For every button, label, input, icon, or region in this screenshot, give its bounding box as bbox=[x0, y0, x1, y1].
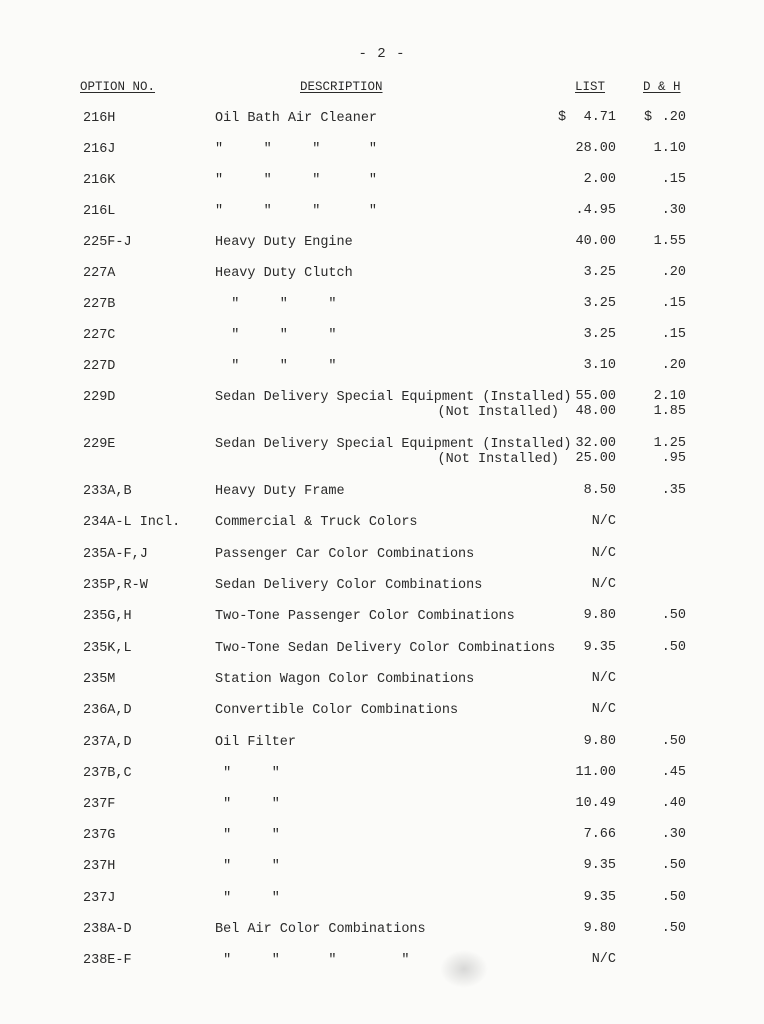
list-price: 3.25 bbox=[583, 296, 616, 311]
list-price: 28.00 bbox=[575, 141, 616, 156]
option-description: Bel Air Color Combinations bbox=[215, 922, 426, 937]
list-price: 3.10 bbox=[583, 358, 616, 373]
list-price: 3.25 bbox=[583, 265, 616, 280]
dh-charge: .35 bbox=[661, 483, 686, 498]
page-number: - 2 - bbox=[358, 46, 406, 62]
dh-charge: .20 bbox=[661, 265, 686, 280]
list-price: 7.66 bbox=[583, 827, 616, 842]
dh-charge: .50 bbox=[661, 734, 686, 749]
option-number: 216J bbox=[83, 142, 116, 157]
dh-charge: .50 bbox=[661, 608, 686, 623]
list-price: N/C bbox=[591, 514, 616, 529]
option-description: Station Wagon Color Combinations bbox=[215, 672, 475, 687]
option-number: 237G bbox=[83, 828, 116, 843]
dh-charge: .45 bbox=[661, 765, 686, 780]
header-description: DESCRIPTION bbox=[300, 80, 383, 94]
list-price: 55.00 bbox=[575, 389, 616, 404]
option-description: " " " " bbox=[215, 953, 410, 968]
dh-charge: 1.25 bbox=[653, 436, 686, 451]
dh-charge: .50 bbox=[661, 858, 686, 873]
dh-currency: $ bbox=[644, 110, 653, 125]
dh-charge: 1.10 bbox=[653, 141, 686, 156]
option-number: 235K,L bbox=[83, 641, 132, 656]
option-description: " " " " bbox=[215, 204, 378, 219]
list-price-secondary: 48.00 bbox=[575, 404, 616, 419]
list-price: N/C bbox=[591, 702, 616, 717]
dh-charge: .30 bbox=[661, 827, 686, 842]
list-price: N/C bbox=[591, 546, 616, 561]
option-description: Commercial & Truck Colors bbox=[215, 515, 418, 530]
option-number: 237J bbox=[83, 891, 116, 906]
option-number: 235G,H bbox=[83, 609, 132, 624]
list-price: 4.71 bbox=[583, 110, 616, 125]
list-price: .4.95 bbox=[575, 203, 616, 218]
dh-charge: .40 bbox=[661, 796, 686, 811]
option-number: 237F bbox=[83, 797, 116, 812]
list-price: 9.80 bbox=[583, 921, 616, 936]
option-description: " " bbox=[215, 828, 280, 843]
option-description: Sedan Delivery Special Equipment (Installed) bbox=[215, 390, 572, 405]
dh-charge: .50 bbox=[661, 640, 686, 655]
option-description: Convertible Color Combinations bbox=[215, 703, 459, 718]
option-description: Heavy Duty Clutch bbox=[215, 266, 353, 281]
option-number: 235M bbox=[83, 672, 116, 687]
paper-smudge bbox=[440, 950, 488, 988]
option-description: Sedan Delivery Color Combinations bbox=[215, 578, 483, 593]
option-number: 237H bbox=[83, 859, 116, 874]
list-price: 9.35 bbox=[583, 890, 616, 905]
option-description: " " bbox=[215, 797, 280, 812]
option-number: 227C bbox=[83, 328, 116, 343]
option-number: 227A bbox=[83, 266, 116, 281]
option-description: Two-Tone Sedan Delivery Color Combinations bbox=[215, 641, 556, 656]
option-number: 233A,B bbox=[83, 484, 132, 499]
list-price: 10.49 bbox=[575, 796, 616, 811]
dh-charge: .20 bbox=[661, 110, 686, 125]
list-price: 3.25 bbox=[583, 327, 616, 342]
option-number: 225F-J bbox=[83, 235, 132, 250]
dh-charge: .20 bbox=[661, 358, 686, 373]
dh-charge: 1.55 bbox=[653, 234, 686, 249]
option-description-secondary: (Not Installed) bbox=[437, 405, 559, 420]
option-description: " " " " bbox=[215, 142, 378, 157]
dh-charge: .15 bbox=[661, 327, 686, 342]
option-number: 216K bbox=[83, 173, 116, 188]
option-description: Oil Filter bbox=[215, 735, 297, 750]
option-description: Oil Bath Air Cleaner bbox=[215, 111, 378, 126]
option-description: " " " bbox=[215, 297, 337, 312]
dh-charge: .50 bbox=[661, 890, 686, 905]
list-price: N/C bbox=[591, 952, 616, 967]
option-description: " " bbox=[215, 766, 280, 781]
dh-charge: 2.10 bbox=[653, 389, 686, 404]
option-description: " " " bbox=[215, 359, 337, 374]
option-number: 237A,D bbox=[83, 735, 132, 750]
list-price: 40.00 bbox=[575, 234, 616, 249]
list-price: 8.50 bbox=[583, 483, 616, 498]
option-number: 227B bbox=[83, 297, 116, 312]
option-description: Heavy Duty Engine bbox=[215, 235, 353, 250]
list-price: 9.80 bbox=[583, 734, 616, 749]
option-description: " " " " bbox=[215, 173, 378, 188]
option-description: " " " bbox=[215, 328, 337, 343]
list-price: N/C bbox=[591, 671, 616, 686]
list-price: 9.35 bbox=[583, 858, 616, 873]
option-description: Two-Tone Passenger Color Combinations bbox=[215, 609, 515, 624]
option-number: 229D bbox=[83, 390, 116, 405]
option-number: 216H bbox=[83, 111, 116, 126]
list-price-secondary: 25.00 bbox=[575, 451, 616, 466]
option-number: 216L bbox=[83, 204, 116, 219]
list-price: 9.80 bbox=[583, 608, 616, 623]
option-number: 237B,C bbox=[83, 766, 132, 781]
option-description: Passenger Car Color Combinations bbox=[215, 547, 475, 562]
dh-charge-secondary: 1.85 bbox=[653, 404, 686, 419]
dh-charge: .15 bbox=[661, 172, 686, 187]
option-number: 227D bbox=[83, 359, 116, 374]
dh-charge-secondary: .95 bbox=[661, 451, 686, 466]
option-number: 235P,R-W bbox=[83, 578, 148, 593]
list-currency: $ bbox=[558, 110, 567, 125]
header-option-no: OPTION NO. bbox=[80, 80, 156, 94]
list-price: 2.00 bbox=[583, 172, 616, 187]
dh-charge: .15 bbox=[661, 296, 686, 311]
list-price: 11.00 bbox=[575, 765, 616, 780]
option-number: 236A,D bbox=[83, 703, 132, 718]
header-list: LIST bbox=[575, 80, 606, 94]
list-price: N/C bbox=[591, 577, 616, 592]
option-description: " " bbox=[215, 891, 280, 906]
header-dh: D & H bbox=[643, 80, 681, 94]
dh-charge: .30 bbox=[661, 203, 686, 218]
option-number: 235A-F,J bbox=[83, 547, 148, 562]
list-price: 9.35 bbox=[583, 640, 616, 655]
option-description: Heavy Duty Frame bbox=[215, 484, 345, 499]
option-number: 234A-L Incl. bbox=[83, 515, 181, 530]
option-description-secondary: (Not Installed) bbox=[437, 452, 559, 467]
option-description: " " bbox=[215, 859, 280, 874]
option-number: 238E-F bbox=[83, 953, 132, 968]
list-price: 32.00 bbox=[575, 436, 616, 451]
option-description: Sedan Delivery Special Equipment (Installed) bbox=[215, 437, 572, 452]
dh-charge: .50 bbox=[661, 921, 686, 936]
option-number: 238A-D bbox=[83, 922, 132, 937]
option-number: 229E bbox=[83, 437, 116, 452]
